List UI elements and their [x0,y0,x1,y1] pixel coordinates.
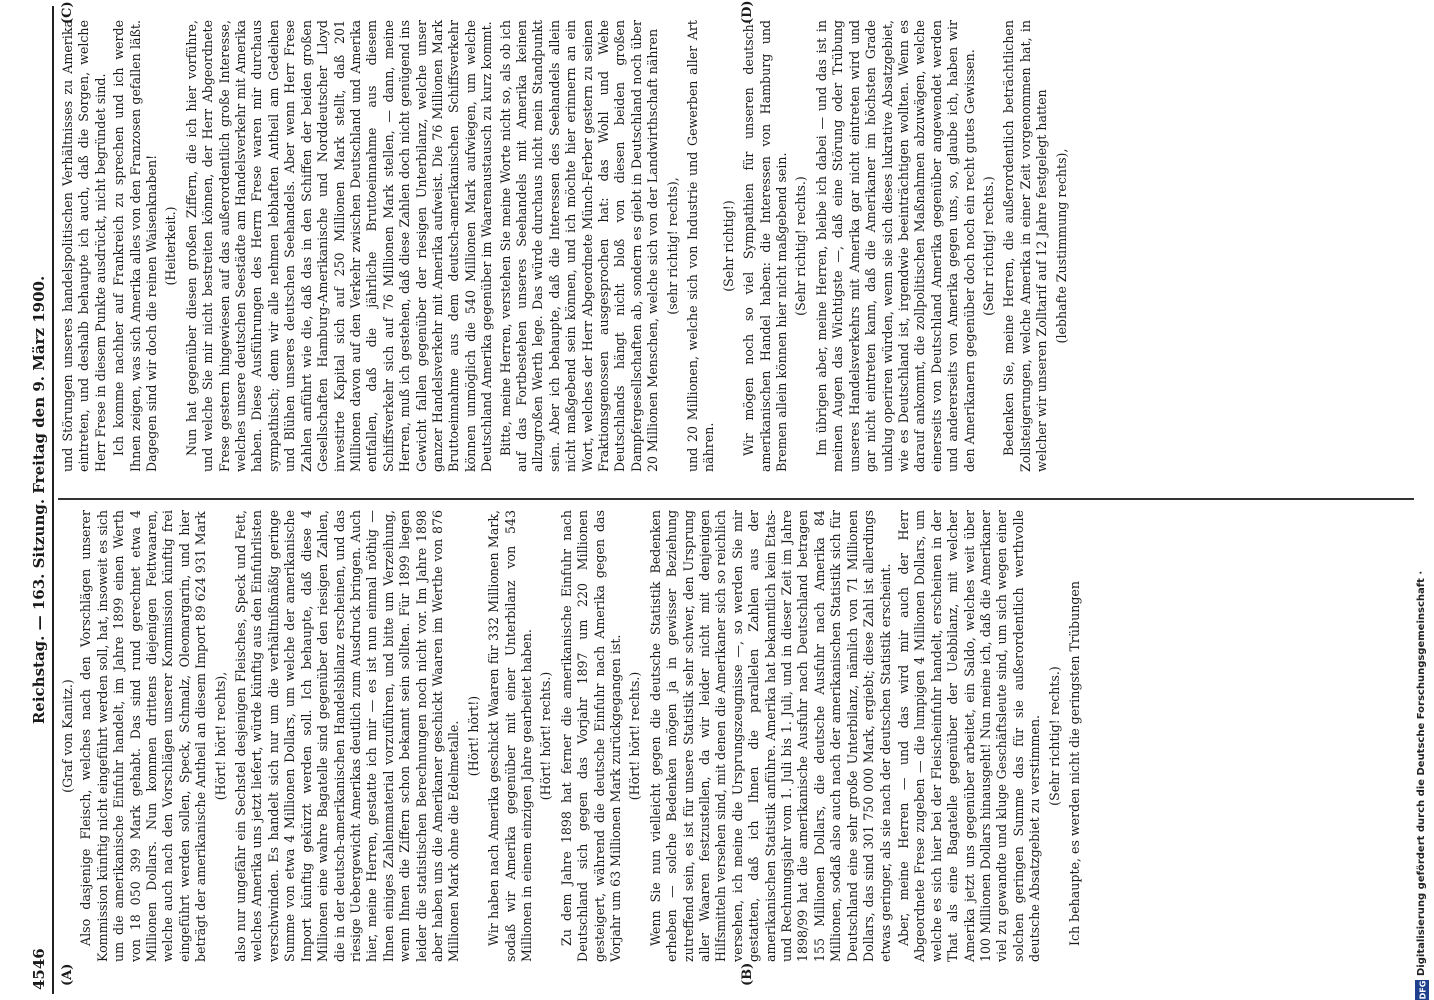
margin-mark-a: (A) [60,963,75,986]
margin-mark-b: (B) [740,962,755,986]
paragraph: Wir mögen noch so viel Sympathien für unseren deutsch-amerikanischen Handel haben: die Interessen von Hamburg und Bremen allein können hier nicht maßgebend sein. [741,20,790,472]
margin-mark-c: (C) [60,1,75,24]
interjection: (sehr richtig! rechts), [664,177,680,315]
speaker-name: (Graf von Kanitz.) [60,679,75,793]
dfg-logo [1414,980,1433,1000]
interjection: (Heiterkeit.) [163,206,179,286]
paragraph: Zu dem Jahre 1898 hat ferner die amerikanische Einfuhr nach Deutschland sich gegen das Vorjahr 1897 um 220 Millionen gesteigert, während die deutsche Einfuhr nach Amerika gegen das Vorjahr um 63 Millionen Mark zurückgegangen ist. [558,510,623,962]
page-footer [1412,0,1434,1000]
paragraph: Also dasjenige Fleisch, welches nach den Vorschlägen unserer Kommission künftig nicht eingeführt werden soll, hat, insoweit es sich um die amerikanische Einfuhr handelt, im Jahre 1899 einen Werth von 18 050 399 Mark gehabt. Das sind rund gerechnet etwa 4 Millionen Dollars. Nun kommen drittens diejenigen Fettwaaren, welche auch nach den Vorschlägen unserer Kommission künftig frei eingeführt werden sollen, Speck, Schmalz, Oleomargarin, und hier beträgt der amerikanische Antheil an diesem Import 89 624 931 Mark [78,510,209,962]
page-header [14,0,52,1000]
paragraph: Aber, meine Herren — und das wird mir auch der Herr Abgeordnete Frese zugeben — die lumpigen 4 Millionen Dollars, um welche es sich hier bei der Fleischeinfuhr handelt, erscheinen in der That als eine Bagatelle gegenüber der Uebbilanz, mit welcher Amerika jetzt uns gegenüber arbeitet, ein Saldo, welches weit über 100 Millionen Dollars hinausgeht! Nun meine ich, daß die Amerikaner viel zu gewandte und kluge Geschäftsleute sind, um sich wegen einer solchen geringen Summe das für sie außerordentlich werthvolle deutsche Absatzgebiet zu verstimmen. [895,510,1043,962]
paragraph: und 20 Millionen, welche sich von Industrie und Gewerben aller Art nähren. [685,20,717,472]
page-title: Reichstag. — 163. Sitzung. Freitag den 9. März 1900. [30,275,48,725]
interjection: (Sehr richtig! rechts.) [980,176,996,316]
interjection: (Sehr richtig! rechts.) [1046,666,1062,806]
paragraph: also nur ungefähr ein Sechstel desjenigen Fleisches, Speck und Fett, welches Amerika uns jetzt liefert, würde künftig aus den Einfuhrlisten verschwinden. Es handelt sich nur um die verhältnißmäßig geringe Summe von etwa 4 Millionen Dollars, um welche der amerikanische Import künftig gekürzt werden soll. Ich behaupte, daß diese 4 Millionen eine wahre Bagatelle sind gegenüber den riesigen Zahlen, die in der deutsch-amerikanischen Handelsbilanz erscheinen, und das riesige Uebergewicht Amerikas deutlich zum Ausdruck bringen. Auch hier, meine Herren, gestatte ich mir — es ist nun einmal nöthig — Ihnen einiges Zahlenmaterial vorzuführen, und bitte um Verzeihung, wenn Ihnen die Ziffern schon bekannt sein sollten. Für 1899 liegen leider die statistischen Berechnungen noch nicht vor. Im Jahre 1898 aber haben uns die Amerikaner geschickt Waaren im Werthe von 876 Millionen Mark ohne die Edelmetalle. [233,510,462,962]
interjection: (Hört! hört!) [465,695,481,777]
paragraph: Ich behaupte, es werden nicht die geringsten Trübungen [1066,581,1082,946]
paragraph: Im übrigen aber, meine Herren, bleibe ich dabei — und das ist in meinen Augen das Wichtigste —, daß eine Störung oder Trübung unseres Handelsverkehrs mit Amerika gar nicht eintreten wird und gar nicht eintreten kann, daß die Amerikaner im höchsten Grade unklug operiren würden, wenn sie sich dieses lukrative Absatzgebiet, wie es Deutschland ist, irgendwie beeinträchtigen wollten. Wenn es darauf ankommt, die zollpolitischen Maßnahmen abzuwägen, welche einerseits von Deutschland Amerika gegenüber angewendet werden und andererseits von Amerika gegen uns, so, glaube ich, haben wir den Amerikanern gegenüber doch noch ein recht gutes Gewissen. [813,20,977,472]
margin-mark-d: (D) [740,0,755,24]
interjection: (lebhafte Zustimmung rechts), [1053,148,1069,344]
interjection: (Hört! hört! rechts), [212,671,228,801]
paragraph: Wir haben nach Amerika geschickt Waaren für 332 Millionen Mark, sodaß wir Amerika gegenüber mit einer Unterbilanz von 543 Millionen in einem einzigen Jahre gearbeitet haben. [486,510,534,962]
paragraph: Wenn Sie nun vielleicht gegen die deutsche Statistik Bedenken erheben — solche Bedenken mögen ja in gewisser Beziehung zutreffend sein, es ist für unsere Statistik sehr schwer, den Ursprung aller Waaren festzustellen, da wir leider nicht mit denjenigen Hilfsmitteln versehen sind, mit denen die Amerikaner sich so reichlich versehen, ich meine die Ursprungszeugnisse —, so werden Sie mir gestatten, daß ich Ihnen die parallelen Zahlen aus der amerikanischen Statistik anführe. Amerika hat bekanntlich kein Etats- und Rechnungsjahr vom 1. Juli bis 1. Juli, und in dieser Zeit im Jahre 1898/99 hat die amerikanische Ausfuhr nach Deutschland betragen 155 Millionen Dollars, die deutsche Ausfuhr nach Amerika 84 Millionen, sodaß also auch nach der amerikanischen Statistik sich für Deutschland eine sehr große Unterbilanz, nämlich von 71 Millionen Dollars, das sind 301 750 000 Mark, ergiebt; diese Zahl ist allerdings etwas geringer, als sie nach der deutschen Statistik erscheint. [647,510,893,962]
interjection: (Sehr richtig!) [720,200,736,292]
left-column [60,510,1085,962]
paragraph: Bitte, meine Herren, verstehen Sie meine Worte nicht so, als ob ich auf das Fortbestehen unseres Seehandels mit Amerika keinen allzugroßen Werth lege. Das würde durchaus nicht mein Standpunkt sein. Aber ich behaupte, daß die Interessen des Seehandels allein nicht maßgebend sein können, und ich möchte hier erinnern an ein Wort, welches der Herr Abgeordnete Münch-Ferber gestern zu seinen Fraktionsgenossen ausgesprochen hat: das Wohl und Wehe Deutschlands hängt nicht bloß von diesen beiden großen Dampfergesellschaften ab, sondern es giebt in Deutschland noch über 20 Millionen Menschen, welche sich von der Landwirthschaft nähren [497,20,661,472]
digitization-credit: Digitalisierung gefördert durch die Deutsche Forschungsgemeinschaft · [1416,570,1427,976]
paragraph: Ich komme nachher auf Frankreich zu sprechen und ich werde Ihnen zeigen, was sich Amerika alles von den Franzosen gefallen läßt. Dagegen sind wir doch die reinen Waisenknaben! [111,20,160,472]
paragraph: Nun hat gegenüber diesen großen Ziffern, die ich hier vorführe, und welche Sie mir nicht bestreiten können, der Herr Abgeordnete Frese gestern hingewiesen auf das außerordentlich große Interesse, welches unsere deutschen Seestädte am Handelsverkehr mit Amerika haben. Diese Ausführungen des Herrn Frese waren mir durchaus sympathisch; denn wir alle nehmen lebhaften Antheil am Gedeihen und Blühen unseres deutschen Seehandels. Aber wenn Herr Frese Zahlen anführt wie die, daß das in den Schiffen der beiden großen Gesellschaften Hamburg-Amerikanische und Norddeutscher Lloyd investirte Kapital sich auf 250 Millionen Mark stellt, daß 201 Millionen davon auf den Verkehr zwischen Deutschland und Amerika entfallen, daß die jährliche Bruttoeinnahme aus diesem Schiffsverkehr sich auf 76 Millionen Mark stellen, — dann, meine Herren, muß ich gestehen, daß diese Zahlen doch nicht genügend ins Gewicht fallen gegenüber der riesigen Unterbilanz, welche unser ganzer Handelsverkehr mit Amerika aufweist. Die 76 Millionen Mark Bruttoeinnahme aus dem deutsch-amerikanischen Schiffsverkehr können unmöglich die 540 Millionen Mark aufwiegen, um welche Deutschland Amerika gegenüber im Waarenaustausch zu kurz kommt. [183,20,495,472]
right-column [60,20,1074,472]
interjection: (Sehr richtig! rechts.) [793,176,809,316]
interjection: (Hört! hört! rechts.) [538,671,554,801]
column-divider [58,499,1414,501]
interjection: (Hört! hört! rechts.) [627,671,643,801]
page-number: 4546 [30,948,48,990]
paragraph: und Störungen unseres handelspolitischen Verhältnisses zu Amerika eintreten, und deshalb behaupte ich auch, daß die Sorgen, welche Herr Frese in diesem Punkte ausdrückt, nicht begründet sind. [60,20,108,472]
header-rule [52,6,54,994]
svg-text:DFG: DFG [1418,980,1428,1000]
paragraph: Bedenken Sie, meine Herren, die außerordentlich beträchtlichen Zollsteigerungen, welche Amerika in einer Zeit vorgenommen hat, in welcher wir unseren Zolltarif auf 12 Jahre festgelegt hatten [1001,20,1050,472]
